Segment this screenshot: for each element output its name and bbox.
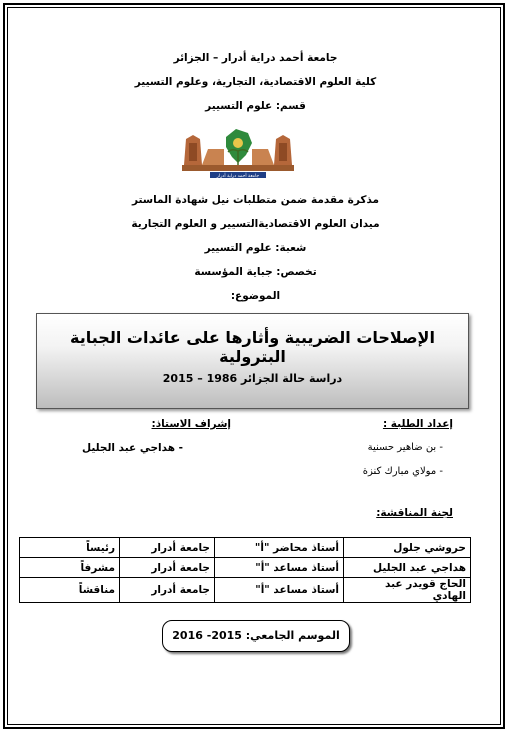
member-university: جامعة أدرار [120, 538, 215, 558]
student-name-1: - بن ضاهير حسنية [367, 442, 443, 453]
university-logo [180, 125, 296, 180]
member-rank: أستاذ مساعد "أ" [215, 578, 344, 603]
table-row [20, 558, 471, 578]
memo-line-4: تخصص: جباية المؤسسة [194, 266, 317, 278]
member-role: مناقشاً [20, 578, 120, 603]
member-name: هداجي عبد الجليل [344, 558, 471, 578]
member-role: مشرفاً [20, 558, 120, 578]
member-name: الحاج قويدر عبد الهادي [344, 578, 471, 603]
student-name-2: - مولاي مبارك كنزة [362, 466, 443, 477]
faculty-name: كلية العلوم الاقتصادية، التجارية، وعلوم التسيير [134, 76, 377, 88]
member-university: جامعة أدرار [120, 578, 215, 603]
committee-heading: لجنة المناقشة: [376, 507, 453, 519]
committee-table [19, 537, 471, 603]
thesis-title-box [36, 313, 469, 409]
memo-line-2: ميدان العلوم الاقتصاديةالتسيير و العلوم التجارية [131, 218, 380, 230]
thesis-title: الإصلاحات الضريبية وأثارها على عائدات الجباية البترولية [70, 328, 435, 366]
supervisor-heading: إشراف الاستاذ: [151, 418, 231, 430]
logo-caption: جامعة أحمد دراية أدرار [216, 174, 260, 179]
university-name: جامعة أحمد دراية أدرار – الجزائر [173, 52, 338, 64]
academic-season: الموسم الجامعي: 2015- 2016 [162, 620, 350, 652]
students-heading: إعداد الطلبة : [382, 418, 453, 430]
member-university: جامعة أدرار [120, 558, 215, 578]
table-row [20, 538, 471, 558]
department-name: قسم: علوم التسيير [205, 100, 306, 112]
thesis-subtitle: دراسة حالة الجزائر 1986 – 2015 [162, 372, 343, 385]
member-rank: أستاذ محاضر "أ" [215, 538, 344, 558]
member-name: حروشي جلول [344, 538, 471, 558]
memo-line-3: شعبة: علوم التسيير [204, 242, 307, 254]
memo-line-5: الموضوع: [230, 290, 281, 302]
member-rank: أستاذ مساعد "أ" [215, 558, 344, 578]
table-row [20, 578, 471, 603]
member-role: رئيساً [20, 538, 120, 558]
supervisor-name: - هداجي عبد الجليل [81, 442, 183, 454]
memo-line-1: مذكرة مقدمة ضمن متطلبات نيل شهادة الماستر [131, 194, 380, 206]
